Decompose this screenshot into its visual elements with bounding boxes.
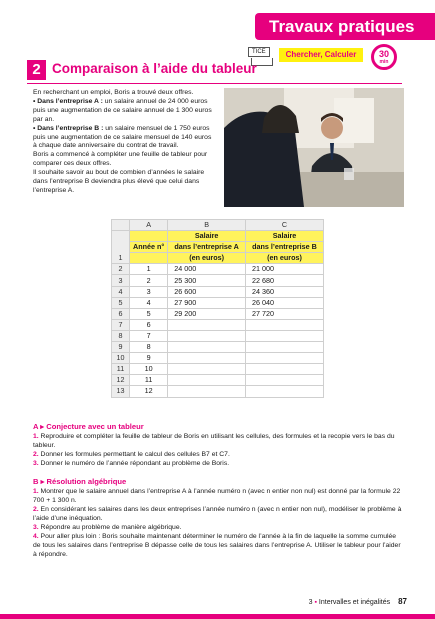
bullet-a-text: un salaire annuel de 24 000 euros puis une augmentation de ce salaire annuel de 1 300 euros par an. xyxy=(33,97,212,123)
row-number: 12 xyxy=(112,375,130,386)
question-number: 4. xyxy=(33,533,39,540)
timer-value: 30 xyxy=(378,49,389,59)
question-number: 2. xyxy=(33,506,39,513)
row-number: 4 xyxy=(112,286,130,297)
cell-year: 5 xyxy=(130,308,168,319)
cell-year: 11 xyxy=(130,375,168,386)
cell-salary-a xyxy=(168,319,246,330)
skills-chip: Chercher, Calculer xyxy=(279,48,363,62)
table-row xyxy=(112,375,324,386)
chapter-number: 3 xyxy=(308,599,313,606)
row-number: 13 xyxy=(112,386,130,397)
cell-salary-b: 21 000 xyxy=(245,264,323,275)
spreadsheet xyxy=(111,219,324,398)
question-number: 3. xyxy=(33,460,39,467)
question-number: 1. xyxy=(33,433,39,440)
chapter-name: Intervalles et inégalités xyxy=(318,599,391,606)
footer-separator: ▪ xyxy=(314,599,317,606)
row-number: 2 xyxy=(112,264,130,275)
cell-year: 9 xyxy=(130,353,168,364)
header-a-3 xyxy=(130,253,168,264)
cell-salary-b xyxy=(245,319,323,330)
row-number: 6 xyxy=(112,308,130,319)
question-item xyxy=(33,487,405,505)
cell-salary-b xyxy=(245,375,323,386)
cell-year: 10 xyxy=(130,364,168,375)
cell-salary-b: 24 360 xyxy=(245,286,323,297)
cell-salary-a xyxy=(168,386,246,397)
cell-salary-a xyxy=(168,330,246,341)
table-row xyxy=(112,297,324,308)
cell-year: 8 xyxy=(130,342,168,353)
header-a-2: Année n° xyxy=(130,242,168,253)
table-row xyxy=(112,319,324,330)
header-c-2: dans l’entreprise B xyxy=(245,242,323,253)
question-item xyxy=(33,432,405,450)
column-letter-c: C xyxy=(245,220,323,231)
table-row xyxy=(112,364,324,375)
section-a-title: A ▸ Conjecture avec un tableur xyxy=(33,422,144,431)
cell-salary-b xyxy=(245,386,323,397)
header-b-1: Salaire xyxy=(168,231,246,242)
table-row xyxy=(112,330,324,341)
timer-icon xyxy=(371,44,397,70)
cell-salary-b xyxy=(245,364,323,375)
cell-salary-b: 22 680 xyxy=(245,275,323,286)
cell-salary-a: 24 000 xyxy=(168,264,246,275)
table-row xyxy=(112,353,324,364)
question-item xyxy=(33,505,405,523)
title-divider xyxy=(27,83,402,84)
exercise-title: Comparaison à l’aide du tableur xyxy=(52,61,257,76)
cell-year: 3 xyxy=(130,286,168,297)
table-row xyxy=(112,264,324,275)
cell-salary-b: 27 720 xyxy=(245,308,323,319)
question-item xyxy=(33,523,405,532)
intro-bullet-b xyxy=(33,125,215,152)
header-b-2: dans l’entreprise A xyxy=(168,242,246,253)
travaux-pratiques-banner: Travaux pratiques xyxy=(255,13,435,40)
cell-salary-b: 26 040 xyxy=(245,297,323,308)
column-letter-a: A xyxy=(130,220,168,231)
cell-salary-a: 29 200 xyxy=(168,308,246,319)
section-b xyxy=(33,477,405,559)
page-number: 87 xyxy=(398,597,407,606)
cell-year: 1 xyxy=(130,264,168,275)
cell-salary-a xyxy=(168,342,246,353)
question-item xyxy=(33,532,405,559)
row-number: 5 xyxy=(112,297,130,308)
question-number: 2. xyxy=(33,451,39,458)
cell-salary-a: 27 900 xyxy=(168,297,246,308)
intro-text xyxy=(33,89,215,196)
row-number: 10 xyxy=(112,353,130,364)
question-text: Répondre au problème de manière algébrique. xyxy=(38,524,182,531)
question-text: Donner les formules permettant le calcul des cellules B7 et C7. xyxy=(38,451,230,458)
interview-photo xyxy=(224,88,404,207)
question-text: En considérant les salaires dans les deux entreprises l’année numéro n (avec n entier non nul), modéliser le problème à l’aide d’une inéquation. xyxy=(33,506,402,522)
header-line-1 xyxy=(112,231,324,242)
bullet-b-label: • Dans l’entreprise B : xyxy=(33,124,104,132)
row-number-1: 1 xyxy=(112,231,130,264)
question-number: 1. xyxy=(33,488,39,495)
row-number: 7 xyxy=(112,319,130,330)
cell-salary-a: 25 300 xyxy=(168,275,246,286)
question-text: Donner le numéro de l’année répondant au problème de Boris. xyxy=(38,460,230,467)
table-row xyxy=(112,342,324,353)
cell-year: 12 xyxy=(130,386,168,397)
cell-year: 4 xyxy=(130,297,168,308)
cell-year: 2 xyxy=(130,275,168,286)
row-number: 11 xyxy=(112,364,130,375)
header-c-1: Salaire xyxy=(245,231,323,242)
cell-salary-a xyxy=(168,353,246,364)
question-number: 3. xyxy=(33,524,39,531)
section-b-title: B ▸ Résolution algébrique xyxy=(33,477,127,486)
bullet-a-label: • Dans l’entreprise A : xyxy=(33,97,103,105)
corner-cell xyxy=(112,220,130,231)
cell-salary-b xyxy=(245,342,323,353)
header-a-1 xyxy=(130,231,168,242)
timer-unit: min xyxy=(379,59,389,65)
cell-salary-b xyxy=(245,330,323,341)
cell-salary-a xyxy=(168,364,246,375)
header-c-3: (en euros) xyxy=(245,253,323,264)
header-b-3: (en euros) xyxy=(168,253,246,264)
cell-salary-b xyxy=(245,353,323,364)
column-letter-b: B xyxy=(168,220,246,231)
row-number: 9 xyxy=(112,342,130,353)
table-row xyxy=(112,286,324,297)
row-number: 3 xyxy=(112,275,130,286)
cell-year: 6 xyxy=(130,319,168,330)
tice-label: TICE xyxy=(248,47,270,57)
section-a xyxy=(33,422,405,468)
bullet-b-text: un salaire mensuel de 1 750 euros puis une augmentation de ce salaire mensuel de 140 euros à chaque date anniversaire du contrat de travail. xyxy=(33,124,212,150)
question-text: Pour aller plus loin : Boris souhaite maintenant déterminer le numéro de l’année à la fin de laquelle la somme cumulée de tous les salaires dans l’entreprise B dépasse celle de tous les salaires dans l’entreprise A. Utiliser le tableur pour l’aider à répondre. xyxy=(33,533,401,558)
question-item xyxy=(33,450,405,459)
table-row xyxy=(112,386,324,397)
table-row xyxy=(112,275,324,286)
cell-salary-a xyxy=(168,375,246,386)
question-item xyxy=(33,459,405,468)
row-number: 8 xyxy=(112,330,130,341)
intro-p1: En recherchant un emploi, Boris a trouvé deux offres. xyxy=(33,89,194,96)
cell-salary-a: 26 600 xyxy=(168,286,246,297)
column-header-row xyxy=(112,220,324,231)
exercise-number: 2 xyxy=(27,60,46,80)
intro-bullet-a xyxy=(33,98,215,125)
header-line-2 xyxy=(112,242,324,253)
question-text: Reproduire et compléter la feuille de tableur de Boris en utilisant les cellules, des formules et la recopie vers le bas du tableur. xyxy=(33,433,395,449)
header-line-3 xyxy=(112,253,324,264)
table-row xyxy=(112,308,324,319)
page-footer xyxy=(309,597,407,606)
cell-year: 7 xyxy=(130,330,168,341)
question-text: Montrer que le salaire annuel dans l’entreprise A à l’année numéro n (avec n entier non nul) est donné par la formule 22 700 + 1 300 n. xyxy=(33,488,401,504)
intro-p3: Il souhaite savoir au bout de combien d’années le salaire dans l’entreprise B deviendra plus élevé que celui dans l’entreprise A. xyxy=(33,169,205,194)
footer-bar xyxy=(0,614,435,619)
intro-p2: Boris a commencé à compléter une feuille de tableur pour comparer ces deux offres. xyxy=(33,151,208,168)
